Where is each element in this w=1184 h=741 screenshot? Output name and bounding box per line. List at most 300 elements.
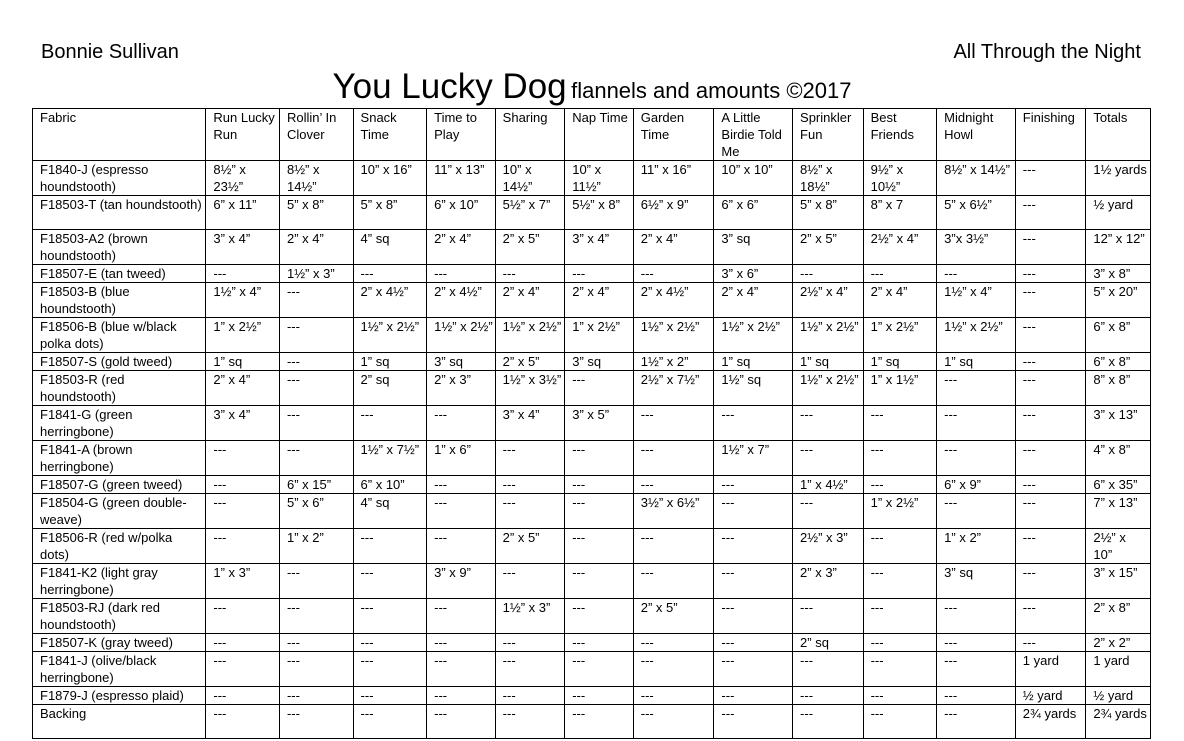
- amount-cell: ---: [937, 371, 1016, 406]
- amount-cell: ---: [714, 529, 793, 564]
- amount-cell: ---: [863, 529, 937, 564]
- amount-cell: ---: [633, 265, 714, 283]
- amount-cell: 1½” x 3½”: [495, 371, 565, 406]
- amount-cell: ---: [1015, 529, 1086, 564]
- table-row: [33, 476, 1151, 494]
- amount-cell: ---: [863, 652, 937, 687]
- amount-cell: 10” x 10”: [714, 161, 793, 196]
- amount-cell: 2” x 4½”: [427, 283, 496, 318]
- amount-cell: ---: [937, 687, 1016, 705]
- amount-cell: 2” sq: [793, 634, 864, 652]
- amount-cell: 2” x 4”: [279, 230, 353, 265]
- table-row: [33, 406, 1151, 441]
- amount-cell: ---: [1015, 476, 1086, 494]
- amount-cell: ---: [937, 705, 1016, 739]
- amount-cell: ---: [565, 564, 634, 599]
- amount-cell: 4” sq: [353, 230, 427, 265]
- amount-cell: ½ yard: [1015, 687, 1086, 705]
- page-title: [0, 66, 1184, 112]
- amount-cell: ---: [427, 599, 496, 634]
- fabric-name-cell: F1879-J (espresso plaid): [33, 687, 206, 705]
- amount-cell: 2” x 4”: [633, 230, 714, 265]
- amount-cell: 3” x 4”: [565, 230, 634, 265]
- amount-cell: 1½” x 2½”: [495, 318, 565, 353]
- amount-cell: ---: [633, 634, 714, 652]
- amount-cell: ---: [495, 687, 565, 705]
- amount-cell: 2” x 4”: [495, 283, 565, 318]
- amount-cell: ---: [793, 687, 864, 705]
- table-row: [33, 652, 1151, 687]
- amount-cell: 5” x 8”: [279, 196, 353, 230]
- fabric-name-cell: F18506-R (red w/polka dots): [33, 529, 206, 564]
- amount-cell: ---: [714, 634, 793, 652]
- amount-cell: 6” x 15”: [279, 476, 353, 494]
- amount-cell: 3” sq: [427, 353, 496, 371]
- amount-cell: ---: [279, 406, 353, 441]
- amount-cell: ½ yard: [1086, 196, 1151, 230]
- table-row: [33, 265, 1151, 283]
- column-header: Snack Time: [353, 109, 427, 161]
- table-row: [33, 161, 1151, 196]
- amount-cell: ---: [863, 265, 937, 283]
- amount-cell: 1½” x 7”: [714, 441, 793, 476]
- table-body: [33, 161, 1151, 739]
- table-row: [33, 634, 1151, 652]
- amount-cell: 8½” x 14½”: [937, 161, 1016, 196]
- amount-cell: 3” x 4”: [206, 406, 280, 441]
- column-header: Garden Time: [633, 109, 714, 161]
- amount-cell: ---: [937, 634, 1016, 652]
- amount-cell: ---: [1015, 441, 1086, 476]
- amount-cell: ---: [495, 441, 565, 476]
- amount-cell: 1½” sq: [714, 371, 793, 406]
- amount-cell: ---: [1015, 196, 1086, 230]
- amount-cell: 2” x 4”: [206, 371, 280, 406]
- amount-cell: ---: [863, 687, 937, 705]
- amount-cell: ---: [937, 652, 1016, 687]
- amount-cell: ---: [206, 476, 280, 494]
- amount-cell: ---: [714, 406, 793, 441]
- amount-cell: 2” x 4”: [863, 283, 937, 318]
- amount-cell: 10” x 16”: [353, 161, 427, 196]
- amount-cell: ---: [565, 476, 634, 494]
- amount-cell: 1” x 3”: [206, 564, 280, 599]
- fabric-name-cell: F18507-E (tan tweed): [33, 265, 206, 283]
- amount-cell: 3”x 3½”: [937, 230, 1016, 265]
- amount-cell: 4” x 8”: [1086, 441, 1151, 476]
- amount-cell: 2½” x 4”: [863, 230, 937, 265]
- amount-cell: ---: [565, 634, 634, 652]
- amount-cell: ½ yard: [1086, 687, 1151, 705]
- amount-cell: ---: [633, 476, 714, 494]
- amount-cell: ---: [633, 441, 714, 476]
- amount-cell: ---: [1015, 265, 1086, 283]
- amount-cell: ---: [495, 634, 565, 652]
- amount-cell: ---: [353, 599, 427, 634]
- amount-cell: 7” x 13”: [1086, 494, 1151, 529]
- amount-cell: 3” x 13”: [1086, 406, 1151, 441]
- amount-cell: 3” x 9”: [427, 564, 496, 599]
- column-header: Best Friends: [863, 109, 937, 161]
- amount-cell: ---: [633, 687, 714, 705]
- table-row: [33, 371, 1151, 406]
- amount-cell: 3” x 6”: [714, 265, 793, 283]
- title-main: You Lucky Dog: [332, 67, 567, 106]
- amount-cell: ---: [495, 652, 565, 687]
- amount-cell: ---: [793, 599, 864, 634]
- amount-cell: ---: [565, 441, 634, 476]
- amount-cell: ---: [633, 705, 714, 739]
- amount-cell: 2½” x 7½”: [633, 371, 714, 406]
- fabric-name-cell: F18503-RJ (dark red houndstooth): [33, 599, 206, 634]
- amount-cell: 2” x 5”: [495, 353, 565, 371]
- column-header: Time to Play: [427, 109, 496, 161]
- amount-cell: 1 yard: [1086, 652, 1151, 687]
- column-header: Sprinkler Fun: [793, 109, 864, 161]
- table-row: [33, 283, 1151, 318]
- amount-cell: 6” x 11”: [206, 196, 280, 230]
- amount-cell: ---: [206, 265, 280, 283]
- amount-cell: ---: [206, 705, 280, 739]
- amount-cell: 1½” x 3”: [279, 265, 353, 283]
- amount-cell: ---: [937, 265, 1016, 283]
- amount-cell: ---: [1015, 318, 1086, 353]
- amount-cell: 1” x 2”: [937, 529, 1016, 564]
- amount-cell: 1” sq: [937, 353, 1016, 371]
- amount-cell: 5” x 20”: [1086, 283, 1151, 318]
- table-row: [33, 599, 1151, 634]
- table-row: [33, 687, 1151, 705]
- amount-cell: ---: [937, 599, 1016, 634]
- table-row: [33, 230, 1151, 265]
- amount-cell: 2” x 5”: [495, 529, 565, 564]
- amount-cell: 5” x 8”: [353, 196, 427, 230]
- amount-cell: 3” sq: [714, 230, 793, 265]
- amount-cell: ---: [206, 494, 280, 529]
- amount-cell: 3” x 4”: [495, 406, 565, 441]
- amount-cell: 1½” x 3”: [495, 599, 565, 634]
- amount-cell: ---: [633, 652, 714, 687]
- amount-cell: ---: [206, 441, 280, 476]
- amount-cell: ---: [863, 476, 937, 494]
- amount-cell: ---: [427, 265, 496, 283]
- table-row: [33, 196, 1151, 230]
- amount-cell: ---: [279, 564, 353, 599]
- amount-cell: ---: [353, 529, 427, 564]
- amount-cell: ---: [279, 687, 353, 705]
- amount-cell: 8” x 8”: [1086, 371, 1151, 406]
- amount-cell: ---: [1015, 599, 1086, 634]
- amount-cell: ---: [863, 634, 937, 652]
- amount-cell: ---: [427, 494, 496, 529]
- amount-cell: 1” sq: [714, 353, 793, 371]
- amount-cell: ---: [863, 406, 937, 441]
- amount-cell: ---: [279, 705, 353, 739]
- amount-cell: 1” x 6”: [427, 441, 496, 476]
- amount-cell: 5” x 8”: [793, 196, 864, 230]
- amount-cell: ---: [279, 599, 353, 634]
- amount-cell: 6” x 10”: [353, 476, 427, 494]
- amount-cell: 3” x 5”: [565, 406, 634, 441]
- column-header: Fabric: [33, 109, 206, 161]
- amount-cell: ---: [353, 705, 427, 739]
- amount-cell: 6” x 9”: [937, 476, 1016, 494]
- amount-cell: ---: [1015, 634, 1086, 652]
- amount-cell: 1” sq: [793, 353, 864, 371]
- amount-cell: 2” x 4”: [427, 230, 496, 265]
- amount-cell: 2½” x 4”: [793, 283, 864, 318]
- amount-cell: ---: [565, 652, 634, 687]
- amount-cell: ---: [1015, 494, 1086, 529]
- amount-cell: 1” x 2½”: [863, 494, 937, 529]
- amount-cell: ---: [793, 494, 864, 529]
- amount-cell: ---: [427, 652, 496, 687]
- amount-cell: 2” x 5”: [793, 230, 864, 265]
- amount-cell: ---: [565, 371, 634, 406]
- author-name: Bonnie Sullivan: [41, 41, 179, 63]
- amount-cell: ---: [427, 687, 496, 705]
- fabric-name-cell: F18503-R (red houndstooth): [33, 371, 206, 406]
- fabric-name-cell: F18504-G (green double-weave): [33, 494, 206, 529]
- amount-cell: 2” x 8”: [1086, 599, 1151, 634]
- amount-cell: ---: [714, 705, 793, 739]
- column-header: Nap Time: [565, 109, 634, 161]
- amount-cell: ---: [206, 687, 280, 705]
- amount-cell: 5½” x 7”: [495, 196, 565, 230]
- amount-cell: 6” x 8”: [1086, 353, 1151, 371]
- amount-cell: 3½” x 6½”: [633, 494, 714, 529]
- amount-cell: ---: [565, 494, 634, 529]
- amount-cell: 1½” x 2½”: [633, 318, 714, 353]
- fabric-name-cell: F1841-G (green herringbone): [33, 406, 206, 441]
- amount-cell: ---: [565, 529, 634, 564]
- amount-cell: ---: [1015, 230, 1086, 265]
- table-row: [33, 318, 1151, 353]
- amount-cell: ---: [353, 687, 427, 705]
- amount-cell: ---: [353, 634, 427, 652]
- fabric-name-cell: F18503-T (tan houndstooth): [33, 196, 206, 230]
- title-sub: flannels and amounts ©2017: [571, 78, 852, 103]
- amount-cell: 1” x 2½”: [863, 318, 937, 353]
- amount-cell: ---: [427, 406, 496, 441]
- amount-cell: 1” x 2½”: [206, 318, 280, 353]
- collection-name: All Through the Night: [953, 41, 1141, 63]
- amount-cell: ---: [714, 652, 793, 687]
- amount-cell: ---: [1015, 564, 1086, 599]
- amount-cell: 5” x 6½”: [937, 196, 1016, 230]
- amount-cell: ---: [714, 494, 793, 529]
- amount-cell: ---: [495, 705, 565, 739]
- amount-cell: ---: [714, 599, 793, 634]
- amount-cell: 2” x 3”: [793, 564, 864, 599]
- amount-cell: ---: [353, 265, 427, 283]
- amount-cell: ---: [1015, 371, 1086, 406]
- fabric-name-cell: F1840-J (espresso houndstooth): [33, 161, 206, 196]
- table-row: [33, 441, 1151, 476]
- amount-cell: 8½” x 14½”: [279, 161, 353, 196]
- amount-cell: 2½” x 10”: [1086, 529, 1151, 564]
- amount-cell: ---: [279, 652, 353, 687]
- amount-cell: 1” sq: [353, 353, 427, 371]
- amount-cell: 2” x 4½”: [633, 283, 714, 318]
- amount-cell: 1½” x 2½”: [793, 318, 864, 353]
- amount-cell: 2” sq: [353, 371, 427, 406]
- amount-cell: 1” sq: [206, 353, 280, 371]
- amount-cell: 1½” x 4”: [937, 283, 1016, 318]
- amount-cell: ---: [206, 652, 280, 687]
- amount-cell: 6½” x 9”: [633, 196, 714, 230]
- amount-cell: 10” x 14½”: [495, 161, 565, 196]
- amount-cell: 9½” x 10½”: [863, 161, 937, 196]
- fabric-name-cell: F18503-B (blue houndstooth): [33, 283, 206, 318]
- fabric-amounts-table: [32, 108, 1151, 739]
- amount-cell: ---: [793, 652, 864, 687]
- amount-cell: 1½” x 2”: [633, 353, 714, 371]
- table-row: [33, 494, 1151, 529]
- amount-cell: ---: [937, 441, 1016, 476]
- amount-cell: 1 yard: [1015, 652, 1086, 687]
- amount-cell: ---: [565, 599, 634, 634]
- amount-cell: ---: [427, 476, 496, 494]
- amount-cell: ---: [279, 353, 353, 371]
- column-header: Rollin’ In Clover: [279, 109, 353, 161]
- amount-cell: 1” x 2½”: [565, 318, 634, 353]
- fabric-name-cell: F1841-J (olive/black herringbone): [33, 652, 206, 687]
- amount-cell: 1” x 4½”: [793, 476, 864, 494]
- table-row: [33, 529, 1151, 564]
- amount-cell: 2½” x 3”: [793, 529, 864, 564]
- amount-cell: 3” sq: [565, 353, 634, 371]
- amount-cell: ---: [937, 494, 1016, 529]
- fabric-name-cell: F18503-A2 (brown houndstooth): [33, 230, 206, 265]
- amount-cell: ---: [793, 705, 864, 739]
- fabric-name-cell: F1841-A (brown herringbone): [33, 441, 206, 476]
- amount-cell: ---: [863, 564, 937, 599]
- amount-cell: ---: [279, 441, 353, 476]
- amount-cell: 1” x 2”: [279, 529, 353, 564]
- amount-cell: 1½” x 2½”: [793, 371, 864, 406]
- amount-cell: ---: [863, 441, 937, 476]
- amount-cell: ---: [279, 371, 353, 406]
- amount-cell: ---: [863, 705, 937, 739]
- amount-cell: 1½” x 4”: [206, 283, 280, 318]
- amount-cell: ---: [714, 687, 793, 705]
- amount-cell: ---: [714, 564, 793, 599]
- fabric-name-cell: F18506-B (blue w/black polka dots): [33, 318, 206, 353]
- amount-cell: 1” sq: [863, 353, 937, 371]
- amount-cell: 8½” x 18½”: [793, 161, 864, 196]
- table-header-row: [33, 109, 1151, 161]
- fabric-name-cell: F18507-G (green tweed): [33, 476, 206, 494]
- amount-cell: ---: [1015, 161, 1086, 196]
- amount-cell: 2¾ yards: [1086, 705, 1151, 739]
- amount-cell: 3” x 8”: [1086, 265, 1151, 283]
- amount-cell: 2” x 3”: [427, 371, 496, 406]
- amount-cell: 10” x 11½”: [565, 161, 634, 196]
- amount-cell: 6” x 6”: [714, 196, 793, 230]
- column-header: Finishing: [1015, 109, 1086, 161]
- amount-cell: ---: [1015, 283, 1086, 318]
- amount-cell: ---: [353, 406, 427, 441]
- amount-cell: ---: [565, 687, 634, 705]
- amount-cell: ---: [206, 599, 280, 634]
- column-header: Midnight Howl: [937, 109, 1016, 161]
- amount-cell: 2¾ yards: [1015, 705, 1086, 739]
- column-header: A Little Birdie Told Me: [714, 109, 793, 161]
- amount-cell: 2” x 2”: [1086, 634, 1151, 652]
- amount-cell: ---: [279, 634, 353, 652]
- amount-cell: ---: [427, 529, 496, 564]
- amount-cell: 2” x 4”: [565, 283, 634, 318]
- amount-cell: ---: [937, 406, 1016, 441]
- fabric-name-cell: F18507-K (gray tweed): [33, 634, 206, 652]
- amount-cell: 1½ yards: [1086, 161, 1151, 196]
- amount-cell: ---: [279, 318, 353, 353]
- amount-cell: 1” x 1½”: [863, 371, 937, 406]
- amount-cell: ---: [863, 599, 937, 634]
- amount-cell: 1½” x 7½”: [353, 441, 427, 476]
- column-header: Run Lucky Run: [206, 109, 280, 161]
- amount-cell: ---: [633, 564, 714, 599]
- amount-cell: 3” x 15”: [1086, 564, 1151, 599]
- amount-cell: 1½” x 2½”: [937, 318, 1016, 353]
- amount-cell: 2” x 4½”: [353, 283, 427, 318]
- amount-cell: 11” x 16”: [633, 161, 714, 196]
- amount-cell: 1½” x 2½”: [427, 318, 496, 353]
- column-header: Totals: [1086, 109, 1151, 161]
- amount-cell: ---: [279, 283, 353, 318]
- amount-cell: 2” x 5”: [633, 599, 714, 634]
- amount-cell: ---: [793, 441, 864, 476]
- fabric-name-cell: F1841-K2 (light gray herringbone): [33, 564, 206, 599]
- amount-cell: ---: [427, 634, 496, 652]
- amount-cell: ---: [353, 564, 427, 599]
- amount-cell: 12” x 12”: [1086, 230, 1151, 265]
- amount-cell: ---: [793, 265, 864, 283]
- table-row: [33, 353, 1151, 371]
- amount-cell: ---: [565, 265, 634, 283]
- amount-cell: ---: [427, 705, 496, 739]
- amount-cell: ---: [206, 634, 280, 652]
- table-row: [33, 564, 1151, 599]
- amount-cell: ---: [633, 529, 714, 564]
- amount-cell: 3” sq: [937, 564, 1016, 599]
- amount-cell: ---: [206, 529, 280, 564]
- fabric-name-cell: F18507-S (gold tweed): [33, 353, 206, 371]
- amount-cell: ---: [633, 406, 714, 441]
- column-header: Sharing: [495, 109, 565, 161]
- amount-cell: 5½” x 8”: [565, 196, 634, 230]
- amount-cell: ---: [495, 476, 565, 494]
- amount-cell: ---: [495, 564, 565, 599]
- amount-cell: ---: [353, 652, 427, 687]
- amount-cell: 2” x 5”: [495, 230, 565, 265]
- table-row: [33, 705, 1151, 739]
- amount-cell: 11” x 13”: [427, 161, 496, 196]
- amount-cell: ---: [1015, 353, 1086, 371]
- amount-cell: ---: [793, 406, 864, 441]
- amount-cell: 1½” x 2½”: [353, 318, 427, 353]
- amount-cell: ---: [565, 705, 634, 739]
- amount-cell: 5” x 6”: [279, 494, 353, 529]
- amount-cell: 8½” x 23½”: [206, 161, 280, 196]
- amount-cell: 6” x 10”: [427, 196, 496, 230]
- amount-cell: 3” x 4”: [206, 230, 280, 265]
- amount-cell: ---: [495, 265, 565, 283]
- amount-cell: 6” x 35”: [1086, 476, 1151, 494]
- amount-cell: ---: [495, 494, 565, 529]
- amount-cell: 2” x 4”: [714, 283, 793, 318]
